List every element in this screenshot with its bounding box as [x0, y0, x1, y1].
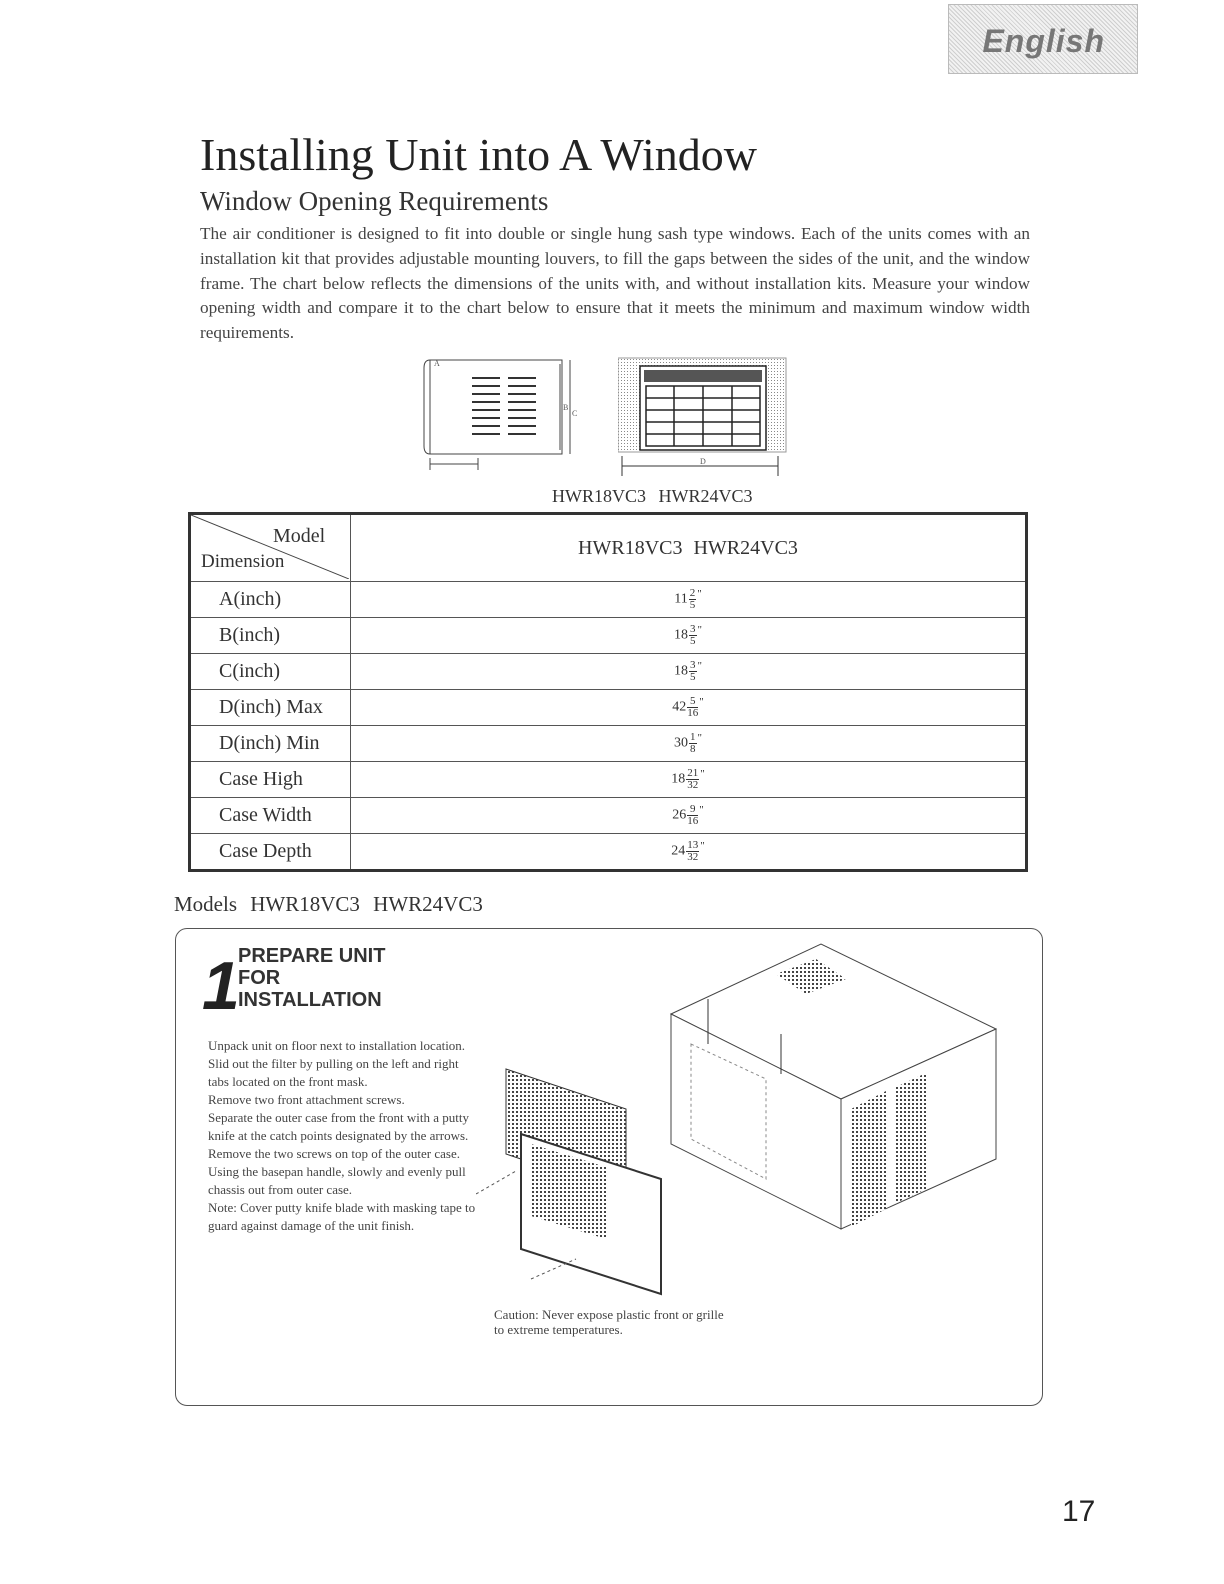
table-corner-cell [190, 514, 351, 582]
value-whole: 30 [674, 735, 688, 751]
step-title: PREPARE UNIT FOR INSTALLATION [238, 945, 386, 1011]
table-header-row [190, 514, 1027, 582]
inch-mark: " [697, 660, 702, 672]
fraction-denominator: 5 [690, 635, 696, 647]
table-row [190, 582, 1027, 618]
step-number: 1 [202, 948, 240, 1024]
intro-paragraph: The air conditioner is designed to fit into double or single hung sash type windows. Each of the units comes with an installation kit that provides adjustable mounting louvers, to fill the gaps between the sides of the unit, and the window frame. The chart below reflects the dimensions of the units with, and without installation kits. Measure your window opening width and compare it to the chart below to ensure that it meets the minimum and maximum window width requirements. [200, 224, 1030, 343]
header-dimension: Dimension [201, 551, 285, 572]
value-whole: 24 [671, 843, 686, 859]
value-whole: 18 [674, 663, 688, 679]
inch-mark: " [697, 588, 702, 600]
step-instructions: Unpack unit on floor next to installation location. Slid out the filter by pulling on the left and right tabs located on the front mask. Remove two front attachment screws. Separate the outer case from the front with a putty knife at the catch points designated by the arrows. Remove the two screws on top of the outer case. Using the basepan handle, slowly and evenly pull chassis out from outer case. Note: Cover putty knife blade with masking tape to guard against damage of the unit finish. [208, 1038, 476, 1233]
inch-mark: " [697, 624, 702, 636]
row-label: C(inch) [190, 654, 351, 690]
value-whole: 42 [672, 699, 687, 715]
language-badge: English [948, 4, 1138, 74]
fraction-numerator: 13 [687, 839, 699, 851]
value-fraction [689, 624, 697, 647]
page-title: Installing Unit into A Window [200, 129, 757, 180]
value-whole: 26 [672, 807, 687, 823]
table-row [190, 762, 1027, 798]
fraction-denominator: 32 [687, 779, 699, 791]
row-value [351, 762, 1027, 798]
label-dimension-d: D [700, 457, 706, 466]
inch-mark: " [697, 732, 702, 744]
row-label: Case Width [190, 798, 351, 834]
row-value [351, 798, 1027, 834]
page-number: 17 [1062, 1495, 1096, 1528]
value-whole: 18 [671, 771, 686, 787]
header-models: HWR18VC3 HWR24VC3 [351, 514, 1027, 582]
fraction-denominator: 5 [689, 599, 696, 611]
fraction-numerator: 1 [690, 731, 696, 743]
inch-mark: " [699, 804, 704, 816]
unit-disassembly-illustration [476, 939, 1036, 1299]
value-fraction [686, 768, 699, 791]
row-value [351, 654, 1027, 690]
label-dimension-b: B [563, 403, 569, 412]
row-label: D(inch) Max [190, 690, 351, 726]
value-fraction [686, 840, 699, 863]
caution-note: Caution: Never expose plastic front or grille to extreme temperatures. [494, 1307, 724, 1337]
inch-mark: " [700, 840, 705, 852]
value-fraction [689, 588, 697, 611]
label-dimension-c: C [572, 409, 578, 418]
row-value [351, 834, 1027, 871]
label-dimension-a: A [434, 359, 440, 368]
inch-mark: " [700, 768, 705, 780]
row-value [351, 618, 1027, 654]
value-fraction [689, 732, 697, 755]
inch-mark: " [699, 696, 704, 708]
table-row [190, 726, 1027, 762]
row-value [351, 726, 1027, 762]
value-fraction [687, 696, 698, 719]
fraction-numerator: 21 [687, 767, 699, 779]
fraction-numerator: 3 [690, 659, 696, 671]
fraction-denominator: 16 [687, 707, 699, 719]
row-label: B(inch) [190, 618, 351, 654]
front-view-diagram [618, 356, 790, 480]
fraction-denominator: 32 [687, 851, 699, 863]
table-row [190, 798, 1027, 834]
dimensions-table [188, 512, 1028, 872]
row-label: Case Depth [190, 834, 351, 871]
side-view-diagram [420, 356, 580, 472]
row-label: Case High [190, 762, 351, 798]
row-label: D(inch) Min [190, 726, 351, 762]
fraction-numerator: 3 [690, 623, 696, 635]
fraction-denominator: 5 [690, 671, 696, 683]
table-row [190, 618, 1027, 654]
instruction-panel [175, 928, 1043, 1406]
row-value [351, 690, 1027, 726]
table-row [190, 690, 1027, 726]
table-row [190, 654, 1027, 690]
fraction-numerator: 9 [687, 804, 698, 816]
fraction-numerator: 2 [689, 587, 696, 599]
fraction-numerator: 5 [687, 696, 698, 708]
value-whole: 11 [674, 591, 688, 607]
value-fraction [687, 804, 698, 827]
figure-caption: HWR18VC3 HWR24VC3 [552, 486, 753, 506]
row-value [351, 582, 1027, 618]
section-subtitle: Window Opening Requirements [200, 186, 549, 216]
header-model: Model [273, 525, 326, 547]
fraction-denominator: 8 [690, 743, 696, 755]
fraction-denominator: 16 [687, 815, 699, 827]
models-heading: Models HWR18VC3 HWR24VC3 [174, 892, 483, 916]
value-fraction [689, 660, 697, 683]
table-row [190, 834, 1027, 871]
row-label: A(inch) [190, 582, 351, 618]
value-whole: 18 [674, 627, 688, 643]
